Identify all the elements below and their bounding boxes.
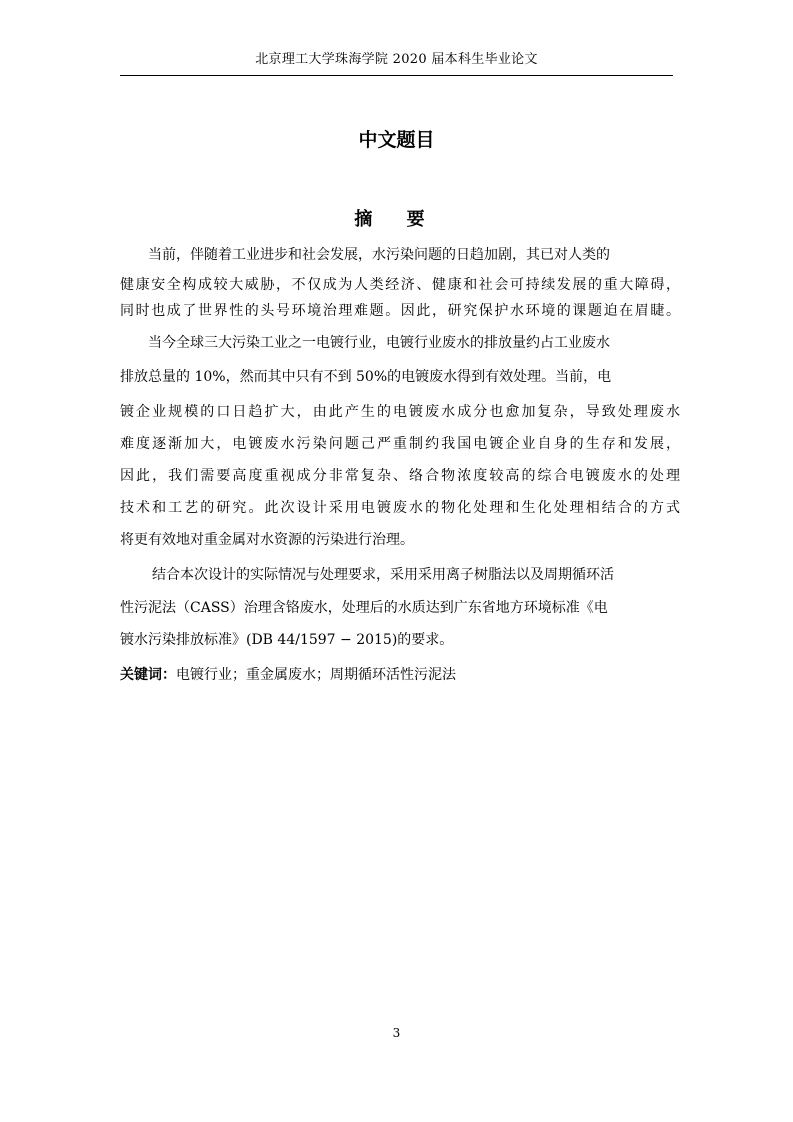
abstract-p2-line: 难度逐渐加大，电镀废水污染问题己严重制约我国电镀企业自身的生存和发展， xyxy=(120,436,680,452)
abstract-p2-line: 排放总量的 10%，然而其中只有不到 50%的电镀废水得到有效处理。当前，电 xyxy=(120,369,612,385)
page-title: 中文题目 xyxy=(358,129,435,151)
abstract-p3-line: 镀水污染排放标准》(DB 44/1597 − 2015)的要求。 xyxy=(120,632,454,648)
abstract-p2-line: 镀企业规模的口日趋扩大，由此产生的电镀废水成分也愈加复杂，导致处理废水 xyxy=(120,404,680,420)
abstract-heading: 摘 要 xyxy=(354,209,439,230)
abstract-p1-line: 同时也成了世界性的头号环境治理难题。因此，研究保护水环境的课题迫在眉睫。 xyxy=(120,303,680,319)
running-header: 北京理工大学珠海学院 2020 届本科生毕业论文 xyxy=(255,52,538,67)
keywords-line xyxy=(120,665,456,685)
abstract-p1-line: 健康安全构成较大威胁，不仅成为人类经济、健康和社会可持续发展的重大障碍， xyxy=(120,277,680,293)
abstract-p3-line: 性污泥法（CASS）治理含铬废水，处理后的水质达到广东省地方环境标准《电 xyxy=(120,600,608,616)
abstract-p2-line: 将更有效地对重金属对水资源的污染进行治理。 xyxy=(120,532,414,548)
abstract-p3-line: 结合本次设计的实际情况与处理要求，采用采用离子树脂法以及周期循环活 xyxy=(152,567,614,583)
header-rule xyxy=(120,75,673,76)
keywords-label: 关键词： xyxy=(120,667,176,683)
abstract-p1-line: 当前，伴随着工业进步和社会发展，水污染问题的日趋加剧，其已对人类的 xyxy=(148,247,610,263)
abstract-p2-line: 因此，我们需要高度重视成分非常复杂、络合物浓度较高的综合电镀废水的处理 xyxy=(120,468,680,484)
abstract-p2-line: 当今全球三大污染工业之一电镀行业，电镀行业废水的排放量约占工业废水 xyxy=(148,335,610,351)
keywords-text: 电镀行业；重金属废水；周期循环活性污泥法 xyxy=(176,667,456,683)
page-number: 3 xyxy=(392,1026,401,1040)
abstract-p2-line: 技术和工艺的研究。此次设计采用电镀废水的物化处理和生化处理相结合的方式 xyxy=(120,500,680,516)
